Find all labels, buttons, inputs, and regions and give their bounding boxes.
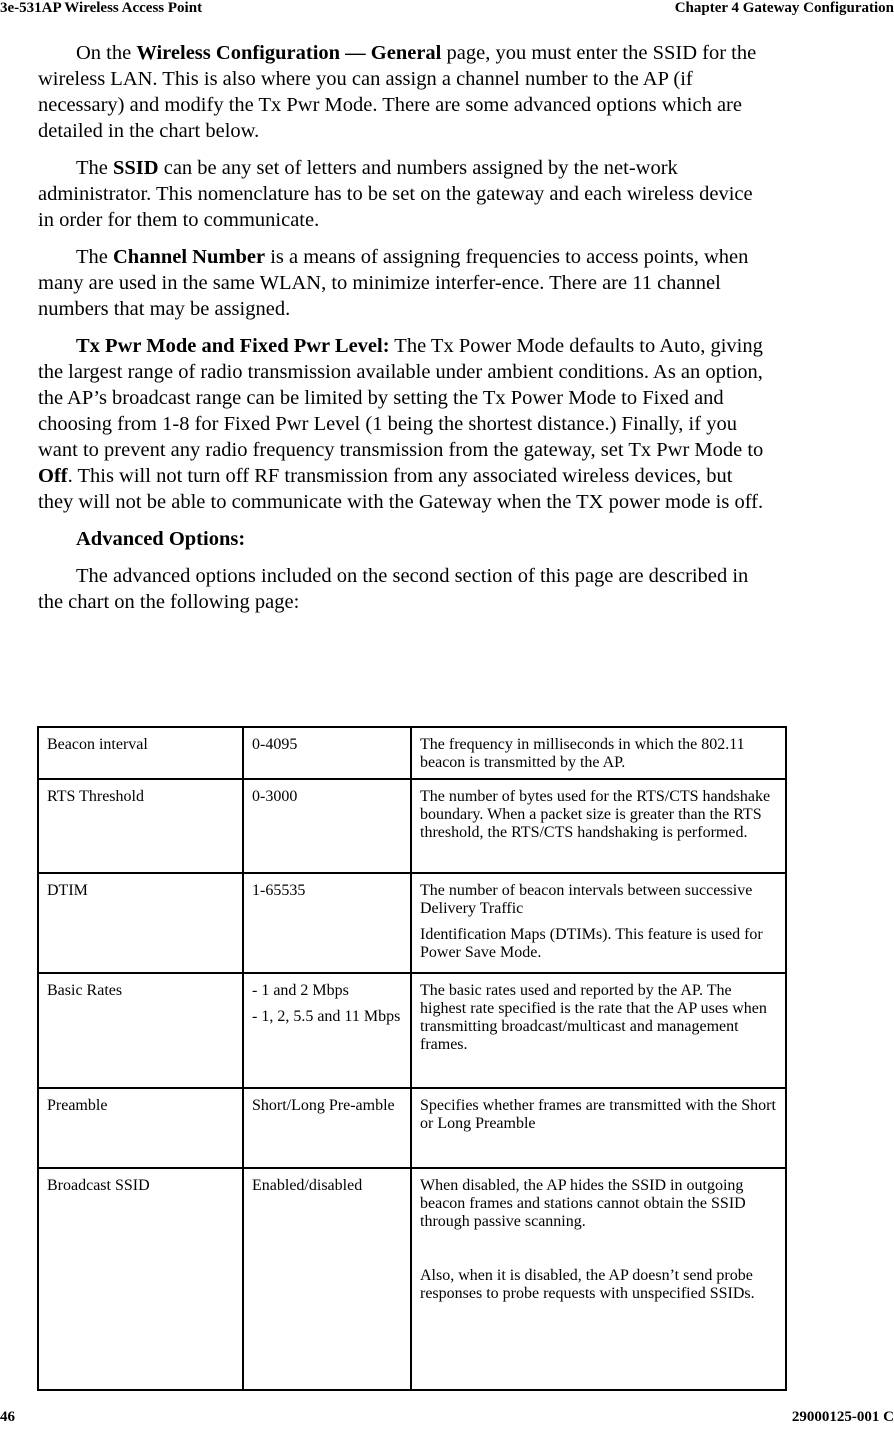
option-description <box>411 873 786 973</box>
option-description-paragraph: Identification Maps (DTIMs). This feature is used for Power Save Mode. <box>420 926 763 961</box>
option-description-paragraph: Specifies whether frames are transmitted with the Short or Long Preamble <box>420 1097 776 1132</box>
option-range-line: - 1, 2, 5.5 and 11 Mbps <box>252 1008 401 1025</box>
page-number: 46 <box>0 1409 15 1425</box>
option-name: DTIM <box>38 873 243 973</box>
paragraph-tx-power: Tx Pwr Mode and Fixed Pwr Level: The Tx Power Mode defaults to Auto, giving the largest range of radio transmission available under ambient conditions. As an option, the AP’s broadcast range can be limited by setting the Tx Power Mode to Fixed and choosing from 1-8 for Fixed Pwr Level (1 being the shortest distance.) Finally, if you want to prevent any radio frequency transmission from the gateway, set Tx Pwr Mode to Off. This will not turn off RF transmission from any associated wireless devices, but they will not be able to communicate with the Gateway when the TX power mode is off. <box>38 335 764 513</box>
option-description-paragraph: The number of bytes used for the RTS/CTS handshake boundary. When a packet size is greater than the RTS threshold, the RTS/CTS handshaking is performed. <box>420 788 771 841</box>
option-name: Basic Rates <box>38 973 243 1088</box>
table-row <box>38 727 786 779</box>
option-range-line: 0-3000 <box>252 788 298 805</box>
document-number: 29000125-001 C <box>791 1409 894 1425</box>
option-range <box>243 973 411 1088</box>
option-description-paragraph: The basic rates used and reported by the AP. The highest rate specified is the rate that the AP uses when transmitting broadcast/multicast and management frames. <box>420 982 767 1053</box>
table-row <box>38 873 786 973</box>
option-range-line: Enabled/disabled <box>252 1177 363 1194</box>
option-range-line: 0-4095 <box>252 736 298 753</box>
paragraph-ssid: The SSID can be any set of letters and numbers assigned by the net-work administrator. This nomenclature has to be set on the gateway and each wireless device in order for them to communicate. <box>38 157 753 231</box>
paragraph-advanced: The advanced options included on the second section of this page are described in the chart on the following page: <box>38 565 749 613</box>
paragraph-channel: The Channel Number is a means of assigning frequencies to access points, when many are used in the same WLAN, to minimize interfer-ence. There are 11 channel numbers that may be assigned. <box>38 246 749 320</box>
option-name: Preamble <box>38 1088 243 1168</box>
option-description <box>411 973 786 1088</box>
option-name: RTS Threshold <box>38 779 243 873</box>
table-row <box>38 1168 786 1390</box>
option-range <box>243 1088 411 1168</box>
option-range-line: Short/Long Pre-amble <box>252 1097 395 1114</box>
option-description-paragraph: The frequency in milliseconds in which the 802.11 beacon is transmitted by the AP. <box>420 736 745 771</box>
option-description-paragraph: Also, when it is disabled, the AP doesn’t send probe responses to probe requests with unspecified SSIDs. <box>420 1267 755 1302</box>
option-range <box>243 727 411 779</box>
table-row <box>38 973 786 1088</box>
option-name: Beacon interval <box>38 727 243 779</box>
heading-advanced-options: Advanced Options: <box>76 528 246 550</box>
table-row <box>38 779 786 873</box>
option-description <box>411 1088 786 1168</box>
body-text <box>38 40 766 626</box>
option-range <box>243 1168 411 1390</box>
option-range <box>243 873 411 973</box>
option-description <box>411 1168 786 1390</box>
option-description-paragraph: When disabled, the AP hides the SSID in outgoing beacon frames and stations cannot obtain the SSID through passive scanning. <box>420 1177 746 1230</box>
table-row <box>38 1088 786 1168</box>
option-description <box>411 779 786 873</box>
option-description <box>411 727 786 779</box>
option-description-paragraph: The number of beacon intervals between successive Delivery Traffic <box>420 882 753 917</box>
running-header-right: Chapter 4 Gateway Configuration <box>674 0 894 16</box>
option-name: Broadcast SSID <box>38 1168 243 1390</box>
option-range-line: - 1 and 2 Mbps <box>252 982 349 999</box>
paragraph-general: On the Wireless Configuration — General page, you must enter the SSID for the wireless LAN. This is also where you can assign a channel number to the AP (if necessary) and modify the Tx Pwr Mode. There are some advanced options which are detailed in the chart below. <box>38 42 757 142</box>
advanced-options-table <box>37 726 787 1391</box>
option-range <box>243 779 411 873</box>
running-header-left: 3e-531AP Wireless Access Point <box>0 0 203 16</box>
option-range-line: 1-65535 <box>252 882 306 899</box>
